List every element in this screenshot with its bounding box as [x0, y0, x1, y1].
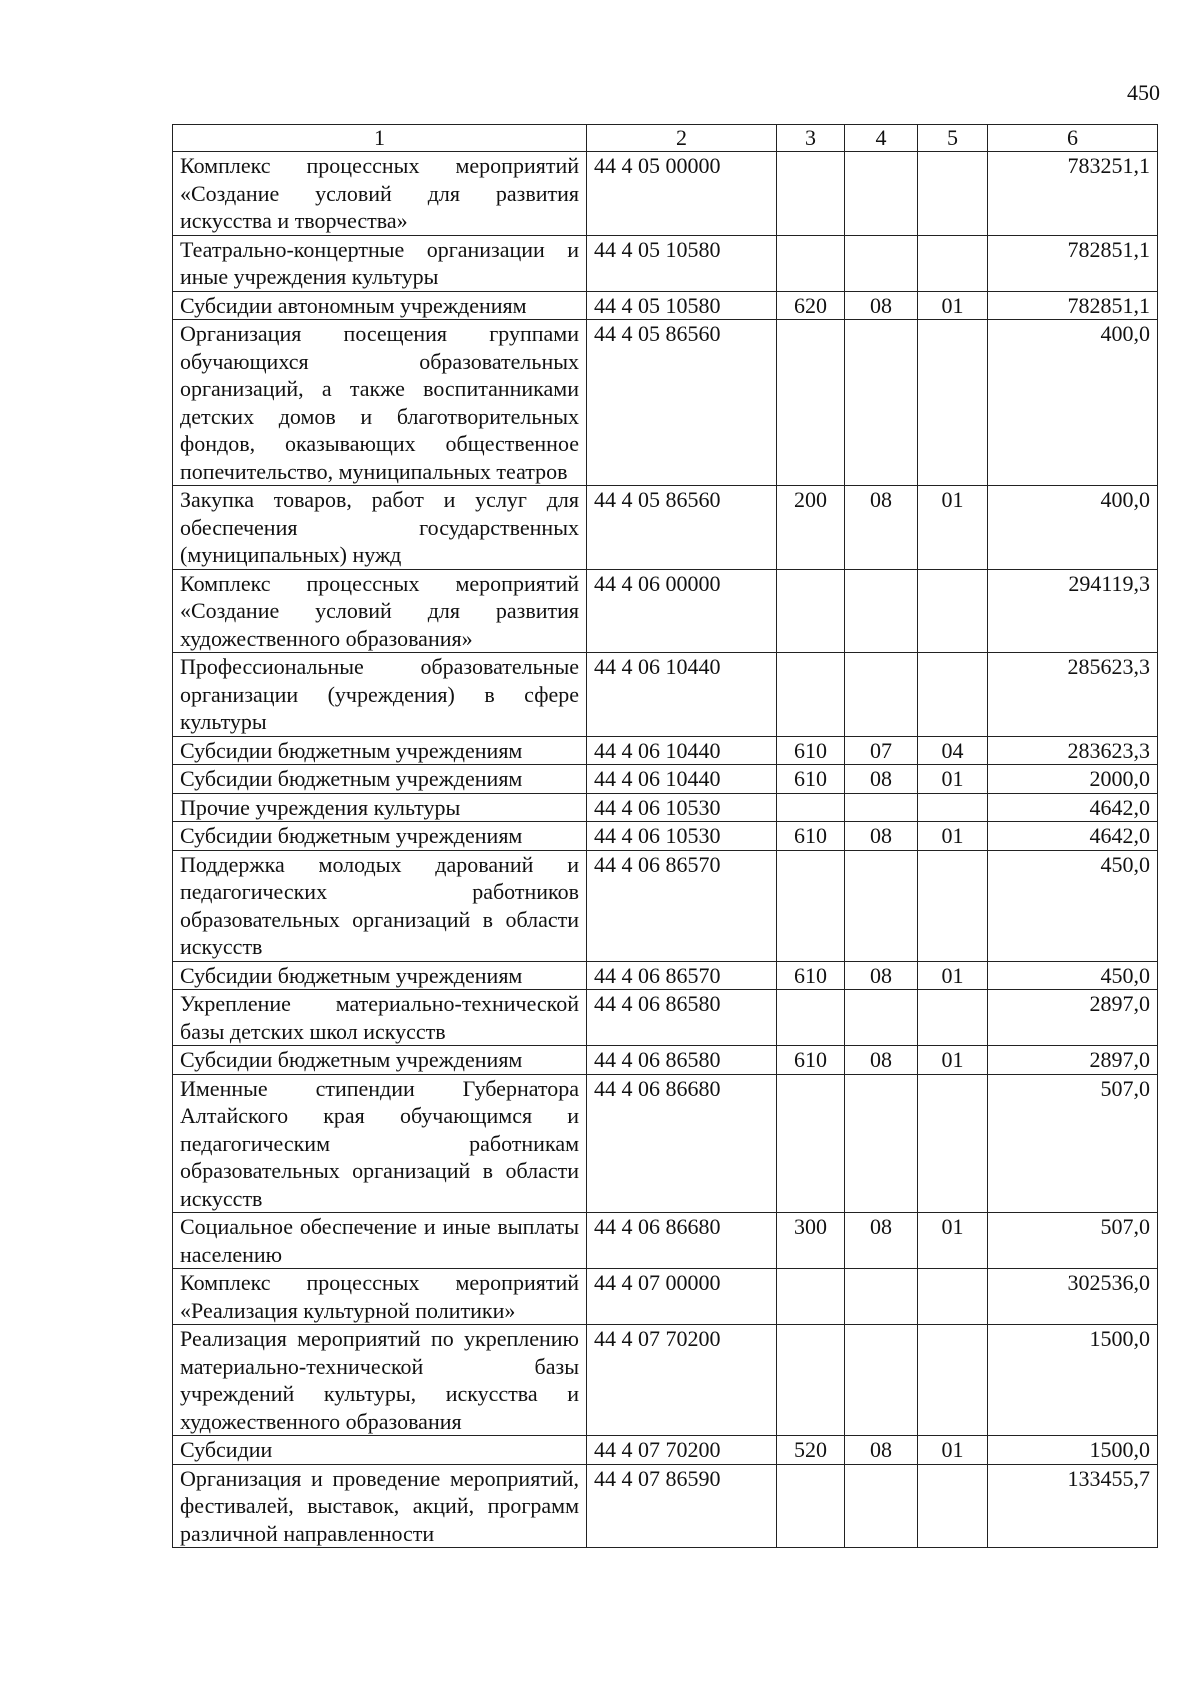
header-col-3: 3: [777, 125, 845, 152]
table-row: [173, 765, 1158, 794]
subsection-cell: [918, 1074, 988, 1213]
header-col-6: 6: [988, 125, 1158, 152]
subsection-cell: 01: [918, 486, 988, 570]
table-row: [173, 653, 1158, 737]
section-cell: [845, 793, 918, 822]
target-code-cell: 44 4 06 86580: [587, 990, 777, 1046]
target-code-cell: 44 4 06 10440: [587, 765, 777, 794]
item-name-cell: Субсидии бюджетным учреждениям: [173, 1046, 587, 1075]
section-cell: [845, 569, 918, 653]
section-cell: [845, 1325, 918, 1436]
section-cell: [845, 152, 918, 236]
item-name-cell: Субсидии: [173, 1436, 587, 1465]
section-cell: [845, 320, 918, 486]
expense-type-cell: [777, 1269, 845, 1325]
table-row: [173, 793, 1158, 822]
section-cell: [845, 1074, 918, 1213]
expense-type-cell: [777, 990, 845, 1046]
expense-type-cell: [777, 569, 845, 653]
item-name-cell: Укрепление материально-технической базы детских школ искусств: [173, 990, 587, 1046]
amount-cell: 1500,0: [988, 1325, 1158, 1436]
amount-cell: 507,0: [988, 1074, 1158, 1213]
target-code-cell: 44 4 07 70200: [587, 1325, 777, 1436]
budget-table: [172, 124, 1158, 1548]
subsection-cell: [918, 990, 988, 1046]
item-name-cell: Прочие учреждения культуры: [173, 793, 587, 822]
section-cell: 08: [845, 961, 918, 990]
item-name-cell: Субсидии бюджетным учреждениям: [173, 765, 587, 794]
header-col-4: 4: [845, 125, 918, 152]
section-cell: [845, 1269, 918, 1325]
subsection-cell: 01: [918, 1436, 988, 1465]
table-row: [173, 961, 1158, 990]
expense-type-cell: [777, 235, 845, 291]
item-name-cell: Реализация мероприятий по укреплению материально-технической базы учреждений культуры, искусства и художественного образования: [173, 1325, 587, 1436]
table-row: [173, 736, 1158, 765]
target-code-cell: 44 4 06 10530: [587, 822, 777, 851]
target-code-cell: 44 4 05 10580: [587, 291, 777, 320]
section-cell: 08: [845, 1213, 918, 1269]
expense-type-cell: 300: [777, 1213, 845, 1269]
table-row: [173, 990, 1158, 1046]
target-code-cell: 44 4 06 00000: [587, 569, 777, 653]
item-name-cell: Комплекс процессных мероприятий «Создание условий для развития художественного образования»: [173, 569, 587, 653]
expense-type-cell: 610: [777, 822, 845, 851]
section-cell: [845, 1464, 918, 1548]
expense-type-cell: [777, 793, 845, 822]
target-code-cell: 44 4 06 86570: [587, 961, 777, 990]
amount-cell: 782851,1: [988, 291, 1158, 320]
amount-cell: 285623,3: [988, 653, 1158, 737]
target-code-cell: 44 4 06 86680: [587, 1213, 777, 1269]
section-cell: [845, 990, 918, 1046]
target-code-cell: 44 4 05 86560: [587, 486, 777, 570]
header-col-5: 5: [918, 125, 988, 152]
amount-cell: 783251,1: [988, 152, 1158, 236]
table-row: [173, 486, 1158, 570]
item-name-cell: Субсидии автономным учреждениям: [173, 291, 587, 320]
target-code-cell: 44 4 06 86580: [587, 1046, 777, 1075]
item-name-cell: Профессиональные образовательные организации (учреждения) в сфере культуры: [173, 653, 587, 737]
table-row: [173, 569, 1158, 653]
item-name-cell: Субсидии бюджетным учреждениям: [173, 736, 587, 765]
table-row: [173, 320, 1158, 486]
expense-type-cell: [777, 850, 845, 961]
header-col-2: 2: [587, 125, 777, 152]
amount-cell: 2897,0: [988, 990, 1158, 1046]
subsection-cell: [918, 653, 988, 737]
subsection-cell: [918, 1325, 988, 1436]
table-row: [173, 1074, 1158, 1213]
subsection-cell: 01: [918, 961, 988, 990]
section-cell: 08: [845, 1436, 918, 1465]
target-code-cell: 44 4 06 10440: [587, 736, 777, 765]
subsection-cell: 01: [918, 765, 988, 794]
amount-cell: 133455,7: [988, 1464, 1158, 1548]
target-code-cell: 44 4 07 86590: [587, 1464, 777, 1548]
subsection-cell: 01: [918, 1046, 988, 1075]
section-cell: 07: [845, 736, 918, 765]
page-number: 450: [1127, 80, 1160, 105]
expense-type-cell: [777, 152, 845, 236]
expense-type-cell: 610: [777, 736, 845, 765]
section-cell: [845, 850, 918, 961]
expense-type-cell: 620: [777, 291, 845, 320]
amount-cell: 450,0: [988, 850, 1158, 961]
table-row: [173, 152, 1158, 236]
subsection-cell: [918, 235, 988, 291]
subsection-cell: [918, 1464, 988, 1548]
table-row: [173, 1213, 1158, 1269]
amount-cell: 302536,0: [988, 1269, 1158, 1325]
target-code-cell: 44 4 05 00000: [587, 152, 777, 236]
subsection-cell: 01: [918, 822, 988, 851]
section-cell: 08: [845, 1046, 918, 1075]
item-name-cell: Субсидии бюджетным учреждениям: [173, 822, 587, 851]
target-code-cell: 44 4 06 86570: [587, 850, 777, 961]
subsection-cell: 01: [918, 1213, 988, 1269]
table-row: [173, 1464, 1158, 1548]
header-col-1: 1: [173, 125, 587, 152]
table-row: [173, 850, 1158, 961]
expense-type-cell: 200: [777, 486, 845, 570]
target-code-cell: 44 4 07 70200: [587, 1436, 777, 1465]
amount-cell: 400,0: [988, 486, 1158, 570]
target-code-cell: 44 4 05 10580: [587, 235, 777, 291]
expense-type-cell: 520: [777, 1436, 845, 1465]
target-code-cell: 44 4 06 10440: [587, 653, 777, 737]
subsection-cell: 04: [918, 736, 988, 765]
amount-cell: 294119,3: [988, 569, 1158, 653]
table-row: [173, 235, 1158, 291]
table-row: [173, 822, 1158, 851]
section-cell: 08: [845, 822, 918, 851]
subsection-cell: [918, 793, 988, 822]
expense-type-cell: 610: [777, 961, 845, 990]
section-cell: [845, 653, 918, 737]
table-header: [173, 125, 1158, 152]
subsection-cell: [918, 850, 988, 961]
item-name-cell: Социальное обеспечение и иные выплаты населению: [173, 1213, 587, 1269]
item-name-cell: Поддержка молодых дарований и педагогических работников образовательных организаций в области искусств: [173, 850, 587, 961]
table-row: [173, 1436, 1158, 1465]
section-cell: 08: [845, 765, 918, 794]
item-name-cell: Комплекс процессных мероприятий «Создание условий для развития искусства и творчества»: [173, 152, 587, 236]
amount-cell: 450,0: [988, 961, 1158, 990]
section-cell: 08: [845, 486, 918, 570]
section-cell: 08: [845, 291, 918, 320]
table-row: [173, 1325, 1158, 1436]
amount-cell: 2897,0: [988, 1046, 1158, 1075]
target-code-cell: 44 4 05 86560: [587, 320, 777, 486]
amount-cell: 283623,3: [988, 736, 1158, 765]
subsection-cell: [918, 1269, 988, 1325]
expense-type-cell: 610: [777, 765, 845, 794]
amount-cell: 782851,1: [988, 235, 1158, 291]
amount-cell: 400,0: [988, 320, 1158, 486]
amount-cell: 1500,0: [988, 1436, 1158, 1465]
expense-type-cell: [777, 320, 845, 486]
subsection-cell: [918, 320, 988, 486]
expense-type-cell: 610: [777, 1046, 845, 1075]
section-cell: [845, 235, 918, 291]
subsection-cell: [918, 569, 988, 653]
item-name-cell: Субсидии бюджетным учреждениям: [173, 961, 587, 990]
header-row: [173, 125, 1158, 152]
target-code-cell: 44 4 06 10530: [587, 793, 777, 822]
amount-cell: 507,0: [988, 1213, 1158, 1269]
target-code-cell: 44 4 07 00000: [587, 1269, 777, 1325]
subsection-cell: [918, 152, 988, 236]
expense-type-cell: [777, 1464, 845, 1548]
subsection-cell: 01: [918, 291, 988, 320]
target-code-cell: 44 4 06 86680: [587, 1074, 777, 1213]
expense-type-cell: [777, 653, 845, 737]
item-name-cell: Организация посещения группами обучающихся образовательных организаций, а также воспитанниками детских домов и благотворительных фондов, оказывающих общественное попечительство, муниципальных театров: [173, 320, 587, 486]
item-name-cell: Закупка товаров, работ и услуг для обеспечения государственных (муниципальных) нужд: [173, 486, 587, 570]
table-row: [173, 1046, 1158, 1075]
item-name-cell: Организация и проведение мероприятий, фестивалей, выставок, акций, программ различной направленности: [173, 1464, 587, 1548]
amount-cell: 4642,0: [988, 793, 1158, 822]
item-name-cell: Комплекс процессных мероприятий «Реализация культурной политики»: [173, 1269, 587, 1325]
expense-type-cell: [777, 1325, 845, 1436]
item-name-cell: Именные стипендии Губернатора Алтайского края обучающимся и педагогическим работникам образовательных организаций в области искусств: [173, 1074, 587, 1213]
amount-cell: 2000,0: [988, 765, 1158, 794]
table-body: [173, 152, 1158, 1548]
table-row: [173, 291, 1158, 320]
item-name-cell: Театрально-концертные организации и иные учреждения культуры: [173, 235, 587, 291]
amount-cell: 4642,0: [988, 822, 1158, 851]
table-row: [173, 1269, 1158, 1325]
expense-type-cell: [777, 1074, 845, 1213]
